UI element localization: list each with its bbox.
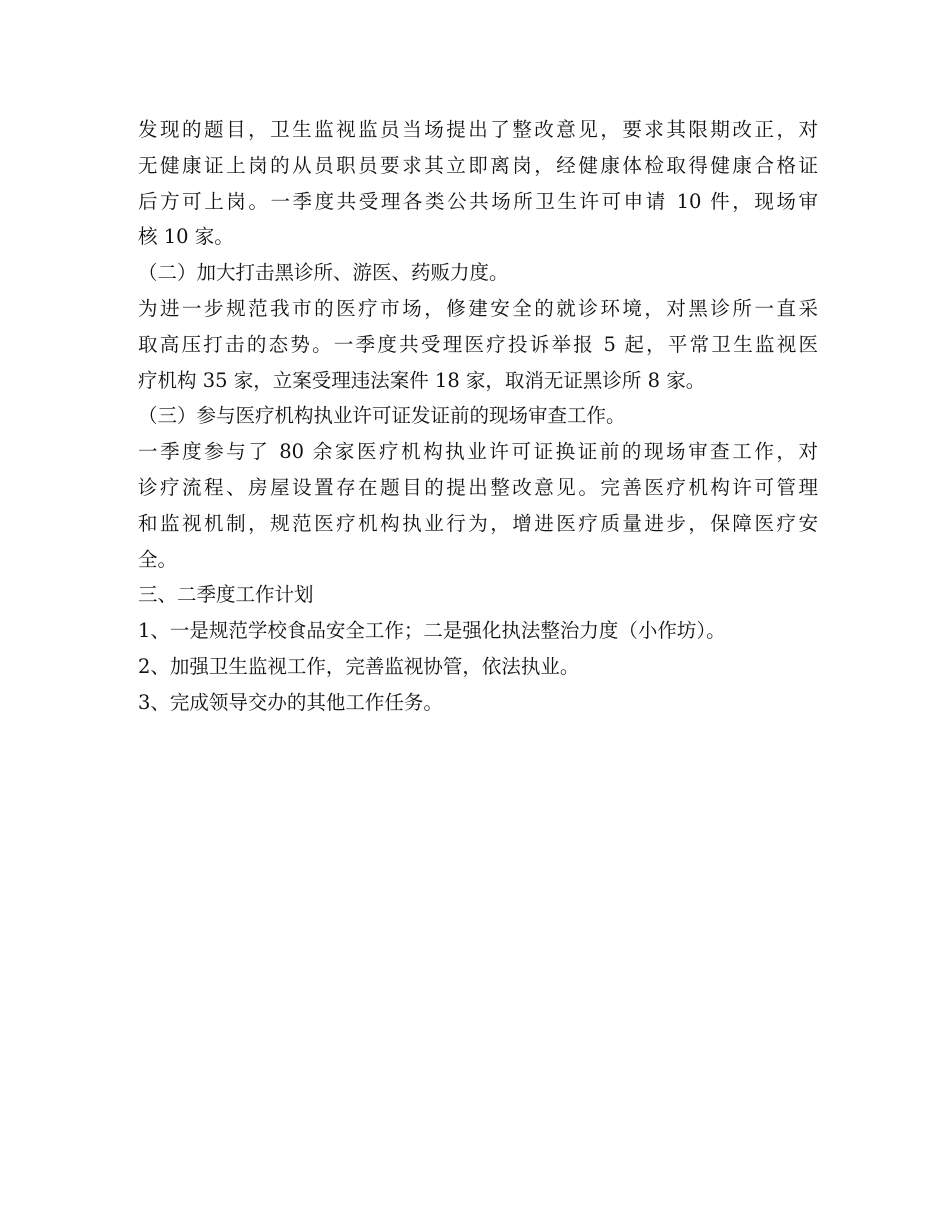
list-item: 2、加强卫生监视工作，完善监视协管，依法执业。 (138, 654, 580, 678)
document-body (138, 112, 818, 721)
section-heading: （三）参与医疗机构执业许可证发证前的现场审查工作。 (138, 404, 626, 428)
paragraph-line: 发现的题目，卫生监视监员当场提出了整改意见，要求其限期改正，对 (138, 118, 818, 141)
paragraph-line: 核 10 家。 (138, 225, 234, 249)
paragraph-line: 疗机构 35 家，立案受理违法案件 18 家，取消无证黑诊所 8 家。 (138, 368, 706, 392)
list-item: 3、完成领导交办的其他工作任务。 (138, 690, 443, 714)
paragraph-line: 取高压打击的态势。一季度共受理医疗投诉举报 5 起，平常卫生监视医 (138, 332, 818, 356)
paragraph-line: 全。 (138, 547, 178, 571)
paragraph-line: 为进一步规范我市的医疗市场，修建安全的就诊环境，对黑诊所一直采 (138, 296, 818, 320)
section-heading: （二）加大打击黑诊所、游医、药贩力度。 (138, 261, 509, 285)
section-heading: 三、二季度工作计划 (138, 583, 314, 607)
paragraph-line: 诊疗流程、房屋设置存在题目的提出整改意见。完善医疗机构许可管理 (138, 475, 818, 499)
paragraph-line: 和监视机制，规范医疗机构执业行为，增进医疗质量进步，保障医疗安 (138, 511, 818, 535)
paragraph-line: 无健康证上岗的从员职员要求其立即离岗，经健康体检取得健康合格证 (138, 153, 818, 177)
list-item: 1、一是规范学校食品安全工作；二是强化执法整治力度（小作坊）。 (138, 619, 726, 643)
paragraph-line: 后方可上岗。一季度共受理各类公共场所卫生许可申请 10 件，现场审 (138, 189, 818, 213)
paragraph-line: 一季度参与了 80 余家医疗机构执业许可证换证前的现场审查工作，对 (138, 440, 818, 464)
